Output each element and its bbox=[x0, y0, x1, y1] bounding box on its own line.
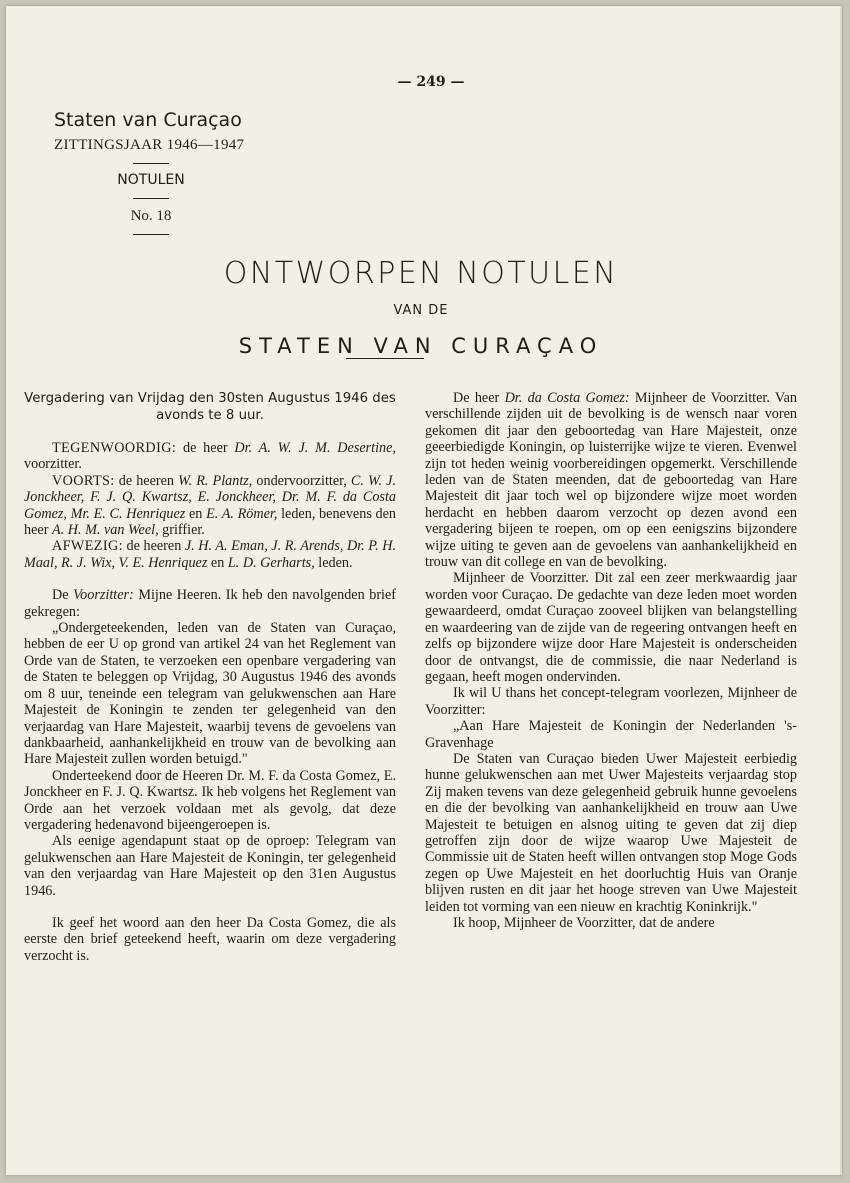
attendance-absent: AFWEZIG: de heeren J. H. A. Eman, J. R. Arends, Dr. P. H. Maal, R. J. Wix, V. E. Henriquez en L. D. Gerharts, leden. bbox=[24, 538, 396, 571]
session-year: ZITTINGSJAAR 1946—1947 bbox=[54, 137, 245, 153]
signed-paragraph: Onderteekend door de Heeren Dr. M. F. da Costa Gomez, E. Jonckheer en F. J. Q. Kwartsz. Ik heb volgens het Reglement van Orde aan het verzoek voldaan met als gevolg, dat deze vergadering hedenavond bijeengeroepen is. bbox=[24, 767, 396, 833]
attendance-also: VOORTS: de heeren W. R. Plantz, ondervoorzitter, C. W. J. Jonckheer, F. J. Q. Kwartsz, E. Jonckheer, Dr. M. F. da Costa Gomez, Mr. E. C. Henriquez en E. A. Römer, leden, benevens den heer A. H. M. van Weel, griffier. bbox=[24, 472, 397, 539]
attendance-present: TEGENWOORDIG: de heer Dr. A. W. J. M. Desertine, voorzitter. bbox=[24, 440, 396, 473]
floor-paragraph: Ik geef het woord aan den heer Da Costa Gomez, die als eerste den brief geteekend heeft, waarin om deze vergadering verzocht is. bbox=[24, 914, 396, 964]
title-body: STATEN VAN CURAÇAO bbox=[238, 334, 604, 358]
right-column bbox=[425, 390, 797, 931]
title-connector: VAN DE bbox=[393, 303, 449, 318]
page-title: ONTWORPEN NOTULEN bbox=[223, 256, 619, 291]
telegram-address: „Aan Hare Majesteit de Koningin der Nederlanden 's-Gravenhage bbox=[425, 718, 797, 751]
agenda-paragraph: Als eenige agendapunt staat op de oproep: Telegram van gelukwenschen aan Hare Majesteit de Koningin, ter gelegenheid van den verjaardag van Hare Majesteit op den 31en Augustus 1946. bbox=[24, 833, 396, 899]
doc-number: No. 18 bbox=[130, 208, 172, 224]
header-title: Staten van Curaçao bbox=[54, 109, 242, 131]
meeting-line: Vergadering van Vrijdag den 30sten Augustus 1946 des avonds te 8 uur. bbox=[24, 391, 396, 423]
speech-paragraph: Mijnheer de Voorzitter. Dit zal een zeer merkwaardig jaar worden voor Curaçao. De gedachte van deze leden moet worden gewaardeerd, omdat Curaçao zooveel blijken van belangstelling en waardeering van de zijde van de regeering ontvangen heeft en zelfs op bijzondere wijze door Hare Majesteit is onderscheiden door de ontvangst, die de commissie, die naar Nederland is gegaan, heeft mogen ondervinden. bbox=[425, 570, 797, 685]
doc-type: NOTULEN bbox=[117, 172, 185, 188]
left-column bbox=[24, 390, 396, 964]
letter-text: „Ondergeteekenden, leden van de Staten van Curaçao, hebben de eer U op grond van artikel 24 van het Reglement van Orde van de Staten, te verzoeken een openbare vergadering van de Staten te beleggen op Vrijdag, 30 Augustus 1946 des avonds om 8 uur, teneinde een telegram van gelukwenschen aan Hare Majesteit de Koningin te zenden ter gelegenheid van den verjaardag van Hare Majesteit, waarbij tevens de gevoelens van dankbaarheid, aanhankelijkheid en trouw van de bevolking aan Hare Majesteit zullen worden betuigd." bbox=[24, 620, 396, 768]
header-divider bbox=[133, 198, 169, 199]
speech-paragraph: Ik wil U thans het concept-telegram voorlezen, Mijnheer de Voorzitter: bbox=[425, 685, 797, 718]
chair-intro: De Voorzitter: Mijne Heeren. Ik heb den navolgenden brief gekregen: bbox=[24, 587, 397, 620]
header-divider bbox=[133, 163, 169, 164]
page-number: — 249 — bbox=[397, 74, 465, 90]
closing-paragraph: Ik hoop, Mijnheer de Voorzitter, dat de andere bbox=[453, 915, 715, 931]
document-page bbox=[6, 6, 842, 1175]
header-divider bbox=[133, 234, 169, 235]
telegram-text: De Staten van Curaçao bieden Uwer Majesteit eerbiedig hunne gelukwenschen aan met Uwer Majesteits verjaardag stop Zij maken tevens van deze gelegenheid gebruik hunne gevoelens en die der bevolking van aanhankelijkheid en trouw aan Uwe Majesteit te betuigen en alsnog uiting te geven dat zij diep getroffen zijn door de wijze waarop Uwe Majesteit de Commissie uit de Staten heeft willen ontvangen stop Moge Gods zegen op Uwe Majesteit en het doorluchtig Huis van Oranje blijven rusten en dit jaar het hooge streven van Uwe Majesteit leiden tot vorming van een nieuw en krachtig Koninkrijk." bbox=[425, 750, 797, 915]
speaker-paragraph: De heer Dr. da Costa Gomez: Mijnheer de Voorzitter. Van verschillende zijden uit de bevolking is de wensch naar voren gekomen dit jaar den geboortedag van Hare Majesteit, onze geeerbiedigde Koningin, op luisterrijke wijze te vieren. Evenwel zijn tot heden weinig voorbereidingen opgemerkt. Verschillende leden van de Staten meenden, dat de geboortedag van Hare Majesteit dit jaar toch wel op bijzondere wijze moet worden herdacht en hebben daarom verzocht op dezen avond een vergadering bijeen te roepen, om op een eenigszins bijzondere wijze uiting te geven aan de gevoelens van aanhankelijkheid en trouw van dit college en van de bevolking. bbox=[425, 390, 797, 571]
title-underline bbox=[346, 358, 424, 359]
